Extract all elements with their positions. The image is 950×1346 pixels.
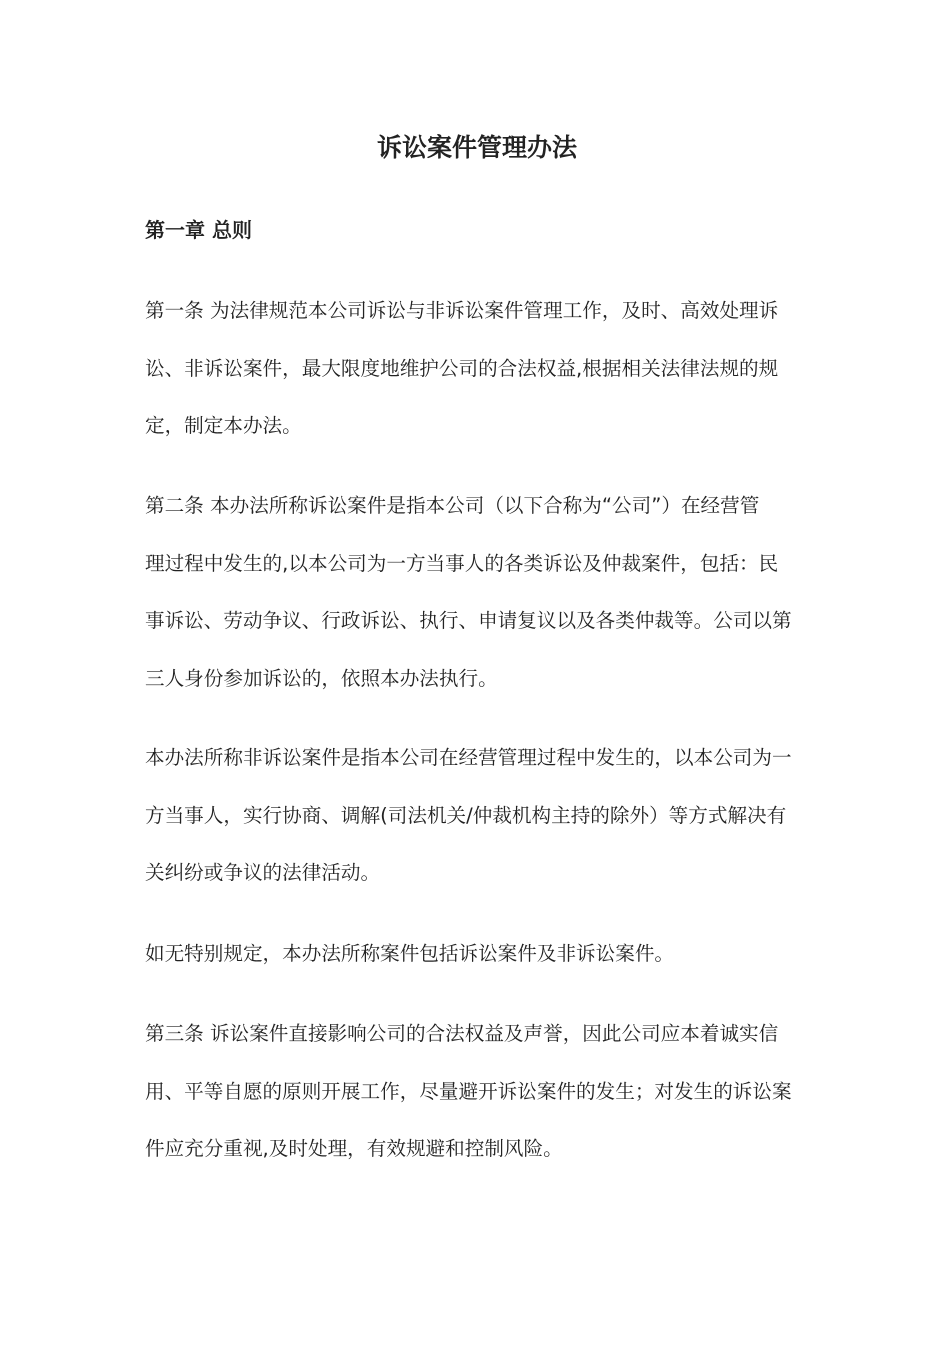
text-line: 本办法所称非诉讼案件是指本公司在经营管理过程中发生的，以本公司为一 <box>145 746 792 769</box>
non-litigation-definition-paragraph <box>145 729 809 902</box>
case-scope-paragraph <box>145 925 809 983</box>
text-line: 三人身份参加诉讼的，依照本办法执行。 <box>145 666 498 690</box>
text-line: 第三条 诉讼案件直接影响公司的合法权益及声誉，因此公司应本着诚实信 <box>145 1022 779 1045</box>
text-line: 方当事人，实行协商、调解(司法机关/仲裁机构主持的除外）等方式解决有 <box>145 803 787 827</box>
text-line: 第一条 为法律规范本公司诉讼与非诉讼案件管理工作，及时、高效处理诉 <box>145 299 779 322</box>
document-title: 诉讼案件管理办法 <box>376 133 577 162</box>
text-line: 关纠纷或争议的法律活动。 <box>145 861 381 884</box>
article-2-paragraph <box>145 477 809 707</box>
text-line: 第二条 本办法所称诉讼案件是指本公司（以下合称为“公司”）在经营管 <box>145 494 760 517</box>
text-line: 件应充分重视,及时处理，有效规避和控制风险。 <box>145 1137 563 1160</box>
text-line: 理过程中发生的,以本公司为一方当事人的各类诉讼及仲裁案件，包括：民 <box>145 551 779 575</box>
text-line: 如无特别规定，本办法所称案件包括诉讼案件及非诉讼案件。 <box>145 942 675 965</box>
text-line: 定，制定本办法。 <box>145 414 302 437</box>
text-line: 用、平等自愿的原则开展工作，尽量避开诉讼案件的发生；对发生的诉讼案 <box>145 1079 792 1103</box>
text-line: 事诉讼、劳动争议、行政诉讼、执行、申请复议以及各类仲裁等。公司以第 <box>145 609 792 632</box>
text-line: 讼、非诉讼案件，最大限度地维护公司的合法权益,根据相关法律法规的规 <box>145 356 779 380</box>
article-1-paragraph <box>145 282 809 455</box>
chapter-heading: 第一章 总则 <box>145 218 252 242</box>
article-3-paragraph <box>145 1005 809 1178</box>
